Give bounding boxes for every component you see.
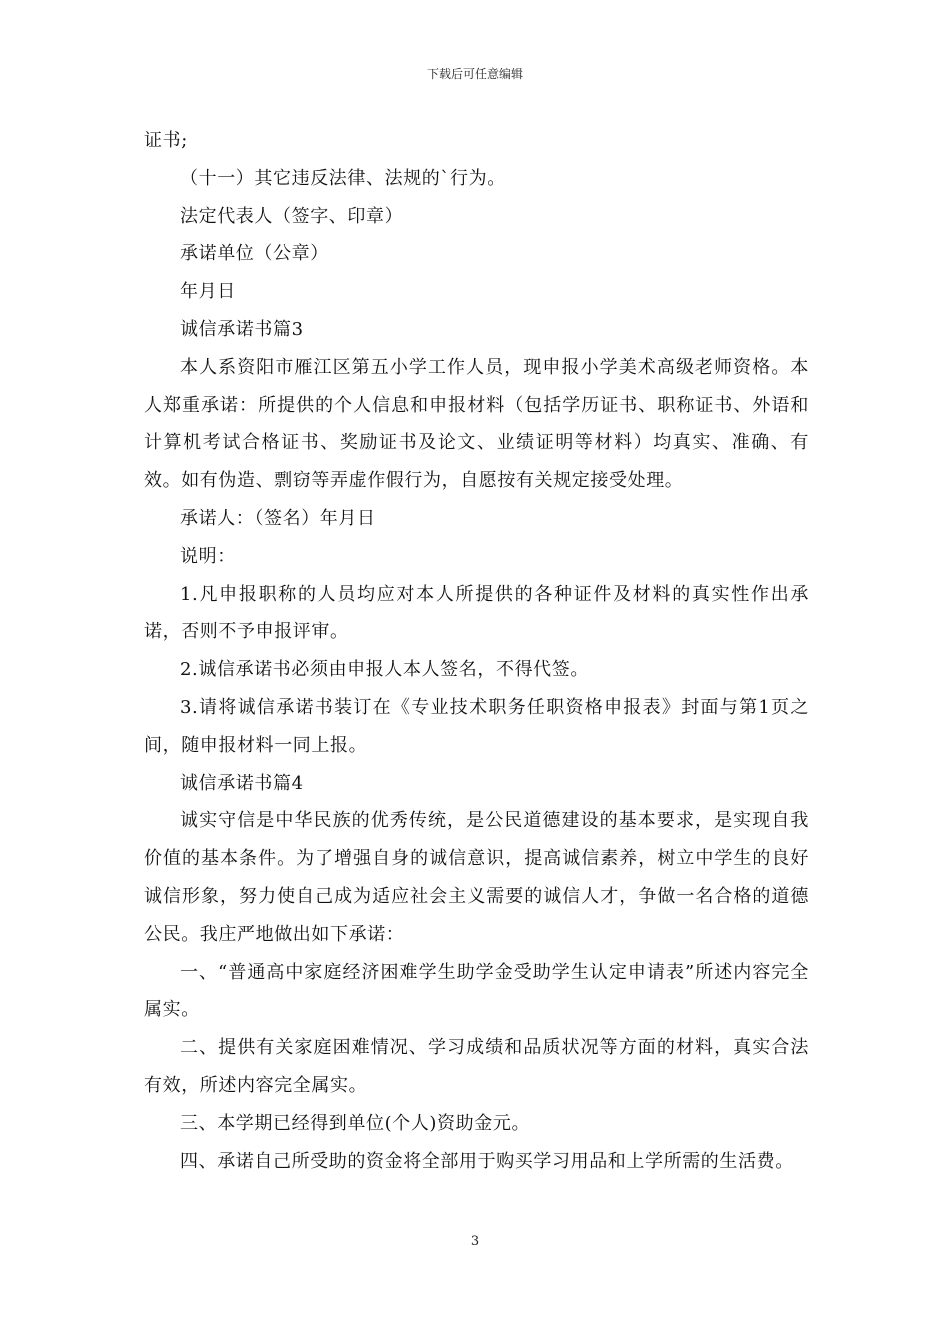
paragraph: 承诺人：（签名）年月日 <box>180 507 376 529</box>
paragraph: 三、本学期已经得到单位(个人)资助金元。 <box>180 1112 531 1134</box>
paragraph: 二、提供有关家庭困难情况、学习成绩和品质状况等方面的材料，真实合法有效，所述内容完全属实。 <box>144 1037 809 1096</box>
paragraph: 3.请将诚信承诺书装订在《专业技术职务任职资格申报表》封面与第1页之间，随申报材料一同上报。 <box>144 696 809 756</box>
page-header-note: 下载后可任意编辑 <box>426 67 523 81</box>
paragraph: 1.凡申报职称的人员均应对本人所提供的各种证件及材料的真实性作出承诺，否则不予申报评审。 <box>144 583 809 643</box>
paragraph: 证书; <box>144 130 188 151</box>
paragraph: 说明： <box>180 545 236 567</box>
paragraph: 2.诚信承诺书必须由申报人本人签名，不得代签。 <box>180 659 589 681</box>
paragraph: 年月日 <box>180 281 236 303</box>
paragraph: 一、“普通高中家庭经济困难学生助学金受助学生认定申请表”所述内容完全属实。 <box>144 961 809 1021</box>
paragraph: 诚实守信是中华民族的优秀传统，是公民道德建设的基本要求，是实现自我价值的基本条件。为了增强自身的诚信意识，提高诚信素养，树立中学生的良好诚信形象，努力使自己成为适应社会主义需要的诚信人才，争做一名合格的道德公民。我庄严地做出如下承诺： <box>144 810 809 945</box>
section-title: 诚信承诺书篇4 <box>180 772 304 794</box>
paragraph: 法定代表人（签字、印章） <box>180 205 404 227</box>
paragraph: 本人系资阳市雁江区第五小学工作人员，现申报小学美术高级老师资格。本人郑重承诺：所提供的个人信息和申报材料（包括学历证书、职称证书、外语和计算机考试合格证书、奖励证书及论文、业绩证明等材料）均真实、准确、有效。如有伪造、剽窃等弄虚作假行为，自愿按有关规定接受处理。 <box>144 356 809 492</box>
document-body <box>144 122 809 1180</box>
page-number: 3 <box>470 1234 480 1249</box>
paragraph: 承诺单位（公章） <box>180 243 329 265</box>
paragraph: （十一）其它违反法律、法规的`行为。 <box>180 167 506 189</box>
section-title: 诚信承诺书篇3 <box>180 318 304 340</box>
paragraph: 四、承诺自己所受助的资金将全部用于购买学习用品和上学所需的生活费。 <box>180 1150 794 1172</box>
